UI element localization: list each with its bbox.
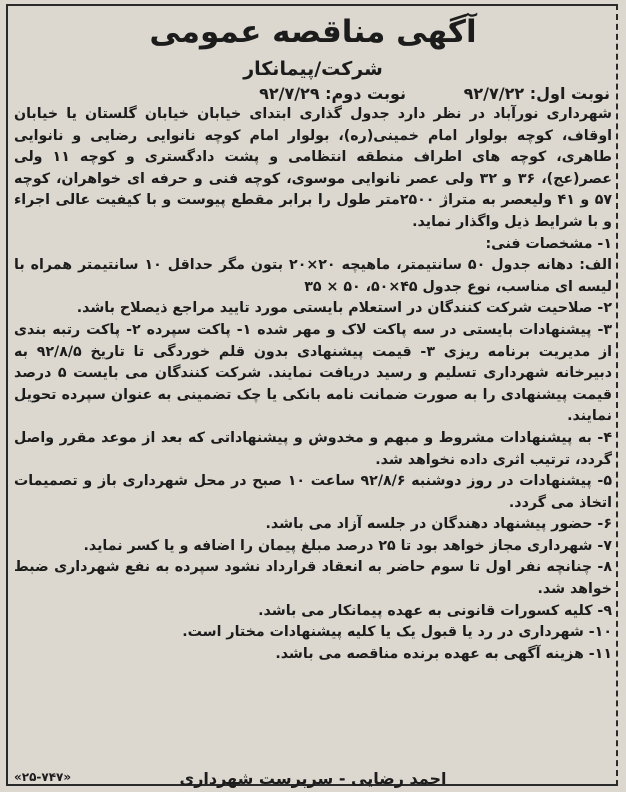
second-round-date: ۹۲/۷/۲۹ [259,84,320,103]
second-round [259,84,406,103]
condition-10: ۱۰- شهرداری در رد یا قبول یک یا کلیه پیشنهادات مختار است. [182,624,612,641]
ad-body [14,104,612,665]
condition-7: ۷- شهرداری مجاز خواهد بود تا ۲۵ درصد مبلغ پیمان را اضافه و یا کسر نماید. [83,537,612,554]
condition-4: ۴- به پیشنهادات مشروط و مبهم و مخدوش و پیشنهاداتی که بعد از موعد مقرر واصل گردد، ترتیب اثری داده نخواهد شد. [14,429,612,468]
ad-title: آگهی مناقصه عمومی [149,14,477,50]
condition-1a: الف: دهانه جدول ۵۰ سانتیمتر، ماهیچه ۲۰×۲۰ بتون مگر حداقل ۱۰ سانتیمتر همراه با لیسه ای مناسب، نوع جدول ۴۵×۵۰، ۵۰ × ۳۵ [14,257,612,295]
ad-subtitle: شرکت/پیمانکار [243,58,383,80]
condition-11: ۱۱- هزینه آگهی به عهده برنده مناقصه می باشد. [275,645,612,662]
ad-code: «۲۵-۷۴۷» [14,770,72,784]
condition-8: ۸- چنانچه نفر اول تا سوم حاضر به انعقاد قرارداد نشود سپرده به نفع شهرداری ضبط خواهد شد. [14,559,612,598]
condition-3: ۳- پیشنهادات بایستی در سه پاکت لاک و مهر شده ۱- پاکت سپرده ۲- پاکت رتبه بندی از مدیریت برنامه ریزی ۳- قیمت پیشنهادی بدون قلم خوردگی تا تاریخ ۹۲/۸/۵ به دبیرخانه شهرداری تسلیم و رسید دریافت نمایند. شرکت کنندگان می بایست ۵ درصد قیمت پیشنهادی را به صورت ضمانت نامه بانکی یا چک تضمینی به عنوان سپرده تحویل نمایند. [14,321,613,425]
first-round-date: ۹۲/۷/۲۲ [463,84,525,103]
condition-6: ۶- حضور پیشنهاد دهندگان در جلسه آزاد می باشد. [265,516,612,533]
first-round [464,84,610,103]
intro-paragraph: شهرداری نورآباد در نظر دارد جدول گذاری ابتدای خیابان خیابان گلستان یا خیابان اوقاف، کوچه بولوار امام خمینی(ره)، بولوار امام کوچه نانوایی رضایی و نانوایی طاهری، کوچه های اطراف منطقه انتظامی و پشت دادگستری و کوچه ۱۱ ولی عصر(عج)، ۳۶ و ۳۲ ولی عصر نانوایی موسوی، کوچه فنی و حرفه ای خواهران، کوچه ۵۷ و ۴۱ ولیعصر به متراژ ۲۵۰۰متر طول را برابر مقطع پیوست و با کیفیت عالی اجراء و با شرایط ذیل واگذار نماید. [14,106,613,230]
condition-9: ۹- کلیه کسورات قانونی به عهده پیمانکار می باشد. [258,602,612,619]
condition-5: ۵- پیشنهادات در روز دوشنبه ۹۲/۸/۶ ساعت ۱۰ صبح در محل شهرداری باز و تصمیمات اتخاذ می گردد. [14,473,612,511]
condition-2: ۲- صلاحیت شرکت کنندگان در استعلام بایستی مورد تایید مراجع ذیصلاح باشد. [76,300,612,317]
signature: احمد رضایی - سرپرست شهرداری [179,769,447,788]
second-round-label: نوبت دوم: [325,84,406,103]
first-round-label: نوبت اول: [529,84,610,103]
condition-1: ۱- مشخصات فنی: [485,235,612,252]
